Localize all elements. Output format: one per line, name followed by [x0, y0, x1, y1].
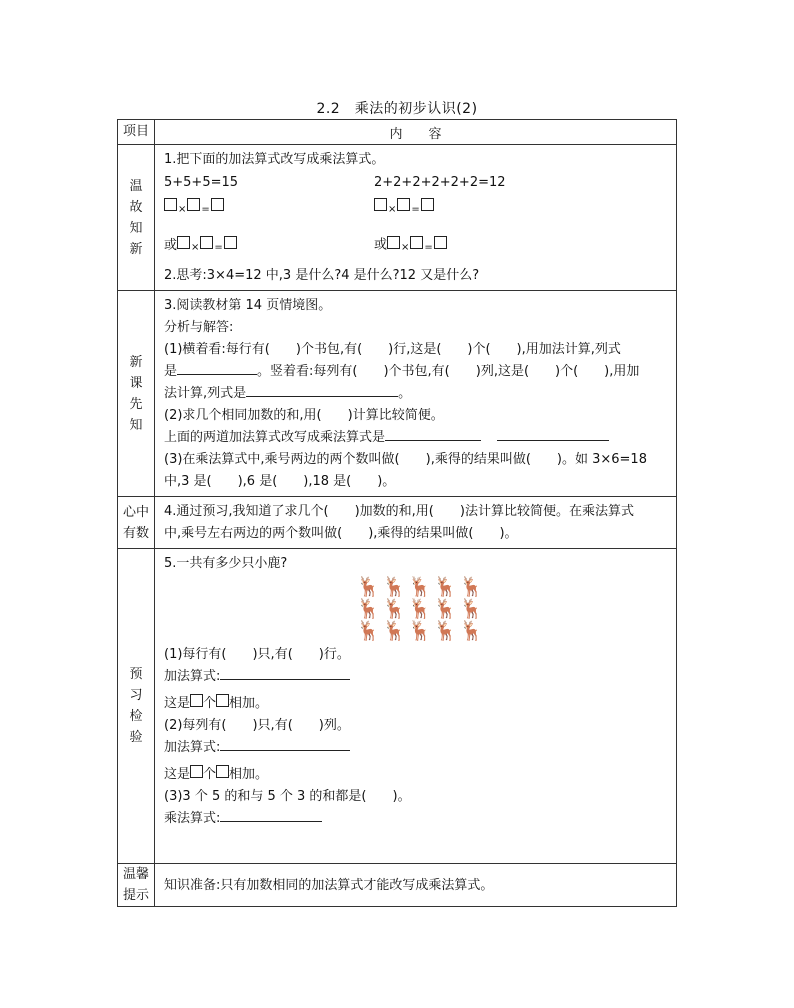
answer-line[interactable] — [246, 383, 398, 397]
part-1-line-3: 法计算,列式是 。 — [164, 383, 676, 404]
deer-icon: 🦌 — [382, 576, 407, 598]
part-3-line-2: 中,3 是( ),6 是( ),18 是( )。 — [164, 474, 396, 489]
answer-box[interactable] — [200, 236, 213, 249]
deer-icon: 🦌 — [382, 620, 407, 642]
section-summary-label: 心中 有数 — [118, 497, 155, 549]
question-5: 5.一共有多少只小鹿? — [164, 556, 288, 571]
answer-box[interactable] — [190, 765, 203, 778]
answer-line[interactable] — [220, 737, 350, 751]
page-title: 2.2 乘法的初步认识(2) — [316, 101, 478, 117]
deer-icon: 🦌 — [459, 576, 484, 598]
section-preview-content — [155, 291, 677, 497]
deer-icon: 🦌 — [459, 598, 484, 620]
section-review-content — [155, 145, 677, 291]
answer-right-1: × = — [374, 195, 434, 220]
part-3-line-1: (3)在乘法算式中,乘号两边的两个数叫做( ),乘得的结果叫做( )。如 3×6=18 — [164, 452, 647, 467]
answer-box[interactable] — [187, 198, 200, 211]
answer-right-2: 或 × = — [374, 233, 447, 258]
section-check-content — [155, 549, 677, 864]
section-preview — [118, 291, 677, 497]
answer-line[interactable] — [385, 427, 481, 441]
answer-left-2: 或 × = — [164, 238, 237, 253]
deer-icon: 🦌 — [433, 620, 458, 642]
deer-icon: 🦌 — [408, 620, 432, 642]
answer-box[interactable] — [410, 236, 423, 249]
deer-icon: 🦌 — [433, 598, 458, 620]
section-tip-label: 温馨 提示 — [118, 864, 155, 907]
deer-row — [164, 598, 676, 620]
part-2-rewrite: 上面的两道加法算式改写成乘法算式是 — [164, 427, 676, 448]
tip-text: 知识准备:只有加数相同的加法算式才能改写成乘法算式。 — [164, 877, 494, 893]
addition-line-1: 加法算式: — [164, 666, 676, 687]
answer-box[interactable] — [387, 236, 400, 249]
deer-icon: 🦌 — [382, 598, 407, 620]
answer-left-1: × = — [164, 200, 224, 215]
answer-box[interactable] — [211, 198, 224, 211]
section-tip — [118, 864, 677, 907]
header-content: 内 容 — [155, 120, 677, 145]
answer-box[interactable] — [177, 236, 190, 249]
deer-icon: 🦌 — [433, 576, 458, 598]
answer-box[interactable] — [216, 765, 229, 778]
question-1: 1.把下面的加法算式改写成乘法算式。 — [164, 152, 385, 167]
answer-line[interactable] — [177, 361, 257, 375]
section-tip-content — [155, 864, 677, 907]
deer-icon: 🦌 — [356, 620, 381, 642]
addition-line-2: 加法算式: — [164, 737, 676, 758]
question-4-line-2: 中,乘号左右两边的两个数叫做( ),乘得的结果叫做( )。 — [164, 526, 518, 541]
answer-box[interactable] — [164, 198, 177, 211]
part-1-line-1: (1)横着看:每行有( )个书包,有( )行,这是( )个( ),用加法计算,列式 — [164, 342, 621, 357]
analysis-label: 分析与解答: — [164, 320, 234, 335]
column-question: (2)每列有( )只,有( )列。 — [164, 718, 350, 733]
part-1-line-2: 是 。竖着看:每列有( )个书包,有( )列,这是( )个( ),用加 — [164, 361, 676, 382]
section-review-label: 温 故 知 新 — [118, 145, 155, 291]
deer-row — [164, 576, 676, 598]
answer-box[interactable] — [421, 198, 434, 211]
answer-box[interactable] — [216, 694, 229, 707]
equation-right: 2+2+2+2+2+2=12 — [374, 175, 506, 190]
answer-box[interactable] — [224, 236, 237, 249]
header-row — [118, 120, 677, 145]
section-check — [118, 549, 677, 864]
equation-left: 5+5+5=15 — [164, 175, 239, 190]
deer-icon: 🦌 — [459, 620, 484, 642]
row-question: (1)每行有( )只,有( )行。 — [164, 647, 350, 662]
deer-illustration — [164, 576, 676, 642]
deer-icon: 🦌 — [356, 598, 381, 620]
section-review — [118, 145, 677, 291]
multiplication-line: 乘法算式: — [164, 808, 676, 829]
header-item: 项目 — [118, 120, 155, 145]
this-is-line-2: 这是 个 相加。 — [164, 767, 269, 782]
answer-box[interactable] — [190, 694, 203, 707]
this-is-line-1: 这是 个 相加。 — [164, 696, 269, 711]
part-2: (2)求几个相同加数的和,用( )计算比较简便。 — [164, 408, 444, 423]
worksheet-table — [117, 119, 677, 907]
answer-box[interactable] — [374, 198, 387, 211]
sum-question: (3)3 个 5 的和与 5 个 3 的和都是( )。 — [164, 789, 411, 804]
answer-line[interactable] — [220, 808, 322, 822]
section-preview-label: 新 课 先 知 — [118, 291, 155, 497]
section-summary-content — [155, 497, 677, 549]
deer-icon: 🦌 — [408, 598, 432, 620]
answer-box[interactable] — [434, 236, 447, 249]
question-4-line-1: 4.通过预习,我知道了求几个( )加数的和,用( )法计算比较简便。在乘法算式 — [164, 504, 634, 519]
deer-icon: 🦌 — [408, 576, 432, 598]
question-3: 3.阅读教材第 14 页情境图。 — [164, 298, 332, 313]
deer-icon: 🦌 — [356, 576, 381, 598]
answer-line[interactable] — [220, 666, 350, 680]
question-2: 2.思考:3×4=12 中,3 是什么?4 是什么?12 又是什么? — [164, 268, 480, 283]
section-summary — [118, 497, 677, 549]
answer-box[interactable] — [397, 198, 410, 211]
answer-line[interactable] — [497, 427, 609, 441]
deer-row — [164, 620, 676, 642]
section-check-label: 预 习 检 验 — [118, 549, 155, 864]
